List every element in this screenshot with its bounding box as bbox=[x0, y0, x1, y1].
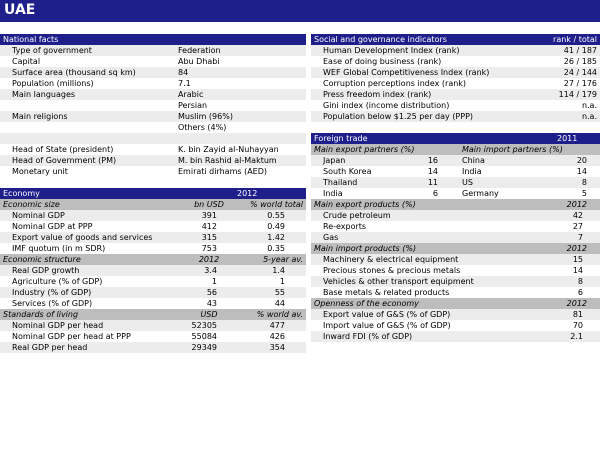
trade-subheader bbox=[311, 199, 600, 210]
row-value-1: 55084 bbox=[191, 332, 217, 341]
right-column bbox=[311, 34, 600, 342]
row-value: 27 / 176 bbox=[563, 79, 597, 88]
sub-title: Main export products (%) bbox=[314, 200, 416, 209]
spacer bbox=[311, 122, 600, 133]
table-row bbox=[311, 78, 600, 89]
table-row bbox=[311, 177, 600, 188]
row-label: Export value of goods and services bbox=[12, 233, 153, 242]
row-label: Nominal GDP at PPP bbox=[12, 222, 93, 231]
row-label: Head of Government (PM) bbox=[12, 156, 117, 165]
left-column bbox=[0, 34, 306, 353]
row-label: Import value of G&S (% of GDP) bbox=[323, 321, 451, 330]
import-partner: China bbox=[462, 156, 485, 165]
section-year: 2011 bbox=[557, 134, 578, 143]
row-value: 7.1 bbox=[178, 79, 191, 88]
row-value-2: 1.42 bbox=[267, 233, 285, 242]
row-value-2: 44 bbox=[274, 299, 285, 308]
table-row bbox=[0, 210, 306, 221]
row-label bbox=[3, 133, 178, 144]
row-value-2: 0.49 bbox=[267, 222, 285, 231]
table-row bbox=[0, 133, 306, 144]
row-value-1: 43 bbox=[206, 299, 217, 308]
section-title: Foreign trade bbox=[314, 134, 368, 143]
row-value-2: 55 bbox=[274, 288, 285, 297]
row-label: Nominal GDP bbox=[12, 211, 65, 220]
col2-label: % world total bbox=[249, 200, 303, 209]
table-row bbox=[311, 188, 600, 199]
row-value: 15 bbox=[572, 255, 583, 264]
table-row bbox=[0, 111, 306, 122]
table-row bbox=[0, 320, 306, 331]
table-row bbox=[0, 287, 306, 298]
export-share: 11 bbox=[427, 178, 438, 187]
row-value-1: 1 bbox=[211, 277, 217, 286]
import-share: 14 bbox=[576, 167, 587, 176]
table-row bbox=[0, 232, 306, 243]
row-label: WEF Global Competitiveness Index (rank) bbox=[323, 68, 490, 77]
row-label bbox=[3, 100, 178, 111]
section-title: Social and governance indicators bbox=[314, 35, 447, 44]
row-value-2: 0.35 bbox=[267, 244, 285, 253]
row-value: 8 bbox=[577, 277, 583, 286]
economy-subheader bbox=[0, 309, 306, 320]
row-label: Population (millions) bbox=[12, 79, 94, 88]
row-label: Gas bbox=[323, 233, 339, 242]
table-row bbox=[0, 155, 306, 166]
row-value: n.a. bbox=[581, 101, 597, 110]
table-row bbox=[0, 56, 306, 67]
import-share: 8 bbox=[581, 178, 587, 187]
economy-subheader bbox=[0, 254, 306, 265]
table-row bbox=[311, 287, 600, 298]
row-value: Muslim (96%) bbox=[178, 112, 233, 121]
export-partner: Japan bbox=[323, 156, 346, 165]
table-row bbox=[311, 320, 600, 331]
row-value-2: 1 bbox=[279, 277, 285, 286]
row-value: 7 bbox=[577, 233, 583, 242]
row-value: n.a. bbox=[581, 112, 597, 121]
row-value-2: 0.55 bbox=[267, 211, 285, 220]
sub-title: Economic structure bbox=[3, 255, 81, 264]
table-row bbox=[311, 254, 600, 265]
row-value: 84 bbox=[178, 68, 189, 77]
row-value: Emirati dirhams (AED) bbox=[178, 167, 268, 176]
section-title: National facts bbox=[3, 35, 59, 44]
sub-title: Openness of the economy bbox=[314, 299, 419, 308]
row-label: Surface area (thousand sq km) bbox=[12, 68, 136, 77]
trade-subheader bbox=[311, 298, 600, 309]
row-label: Export value of G&S (% of GDP) bbox=[323, 310, 451, 319]
row-label: IMF quotum (in m SDR) bbox=[12, 244, 106, 253]
row-label: Agriculture (% of GDP) bbox=[12, 277, 103, 286]
col-label: rank / total bbox=[553, 35, 597, 44]
import-partner: US bbox=[462, 178, 473, 187]
row-value: 14 bbox=[572, 266, 583, 275]
table-row bbox=[311, 232, 600, 243]
table-row bbox=[0, 45, 306, 56]
row-label: Real GDP per head bbox=[12, 343, 88, 352]
table-row bbox=[0, 276, 306, 287]
row-value-1: 3.4 bbox=[204, 266, 217, 275]
col1-label: USD bbox=[200, 310, 218, 319]
table-row bbox=[0, 243, 306, 254]
import-partners-title: Main import partners (%) bbox=[462, 145, 563, 154]
table-row bbox=[0, 265, 306, 276]
export-partner: Thailand bbox=[323, 178, 358, 187]
col1-label: 2012 bbox=[198, 255, 220, 264]
row-label: Capital bbox=[12, 57, 41, 66]
row-label: Re-exports bbox=[323, 222, 367, 231]
row-value-2: 1.4 bbox=[272, 266, 285, 275]
table-row bbox=[311, 276, 600, 287]
table-row bbox=[311, 45, 600, 56]
row-value: Persian bbox=[178, 101, 208, 110]
row-value: K. bin Zayid al-Nuhayyan bbox=[178, 145, 279, 154]
export-partner: South Korea bbox=[323, 167, 372, 176]
col2-label: 5-year av. bbox=[263, 255, 303, 264]
row-value: 81 bbox=[572, 310, 583, 319]
row-value-2: 426 bbox=[269, 332, 285, 341]
col-label: 2012 bbox=[566, 299, 587, 308]
row-label: Main languages bbox=[12, 90, 76, 99]
table-row bbox=[0, 166, 306, 177]
row-value: Federation bbox=[178, 46, 221, 55]
row-label: Industry (% of GDP) bbox=[12, 288, 92, 297]
national-facts-header bbox=[0, 34, 306, 45]
row-label bbox=[3, 122, 178, 133]
row-label: Vehicles & other transport equipment bbox=[323, 277, 474, 286]
row-label: Type of government bbox=[12, 46, 92, 55]
row-value: 2.1 bbox=[570, 332, 583, 341]
page-title: UAE bbox=[0, 0, 600, 22]
table-row bbox=[0, 342, 306, 353]
table-row bbox=[311, 155, 600, 166]
table-row bbox=[311, 210, 600, 221]
col-label: 2012 bbox=[566, 244, 587, 253]
row-label: Services (% of GDP) bbox=[12, 299, 93, 308]
row-value-2: 354 bbox=[269, 343, 285, 352]
row-value-1: 29349 bbox=[191, 343, 217, 352]
table-row bbox=[0, 144, 306, 155]
row-label: Inward FDI (% of GDP) bbox=[323, 332, 413, 341]
row-label: Press freedom index (rank) bbox=[323, 90, 432, 99]
sub-title: Standards of living bbox=[3, 310, 79, 319]
row-value-2: 477 bbox=[269, 321, 285, 330]
export-partners-title: Main export partners (%) bbox=[314, 145, 415, 154]
row-value: 42 bbox=[572, 211, 583, 220]
table-row bbox=[0, 331, 306, 342]
row-value-1: 391 bbox=[201, 211, 217, 220]
col-label: 2012 bbox=[566, 200, 587, 209]
col1-label: bn USD bbox=[194, 200, 224, 209]
table-row bbox=[311, 309, 600, 320]
import-partner: India bbox=[462, 167, 482, 176]
table-row bbox=[311, 265, 600, 276]
social-header bbox=[311, 34, 600, 45]
table-row bbox=[311, 100, 600, 111]
row-label: Corruption perceptions index (rank) bbox=[323, 79, 467, 88]
row-label: Machinery & electrical equipment bbox=[323, 255, 459, 264]
row-label: Main religions bbox=[12, 112, 68, 121]
export-share: 6 bbox=[432, 189, 438, 198]
row-label: Nominal GDP per head bbox=[12, 321, 104, 330]
row-value-1: 412 bbox=[201, 222, 217, 231]
section-year: 2012 bbox=[237, 189, 258, 198]
row-value-1: 56 bbox=[206, 288, 217, 297]
partners-subheader bbox=[311, 144, 600, 155]
trade-header bbox=[311, 133, 600, 144]
row-label: Crude petroleum bbox=[323, 211, 391, 220]
sub-title: Main import products (%) bbox=[314, 244, 417, 253]
table-row bbox=[311, 166, 600, 177]
row-label: Population below $1.25 per day (PPP) bbox=[323, 112, 474, 121]
row-label: Monetary unit bbox=[12, 167, 68, 176]
row-value: M. bin Rashid al-Maktum bbox=[178, 156, 277, 165]
table-row bbox=[0, 122, 306, 133]
row-value: 24 / 144 bbox=[563, 68, 597, 77]
economy-subheader bbox=[0, 199, 306, 210]
table-row bbox=[0, 67, 306, 78]
import-share: 5 bbox=[581, 189, 587, 198]
table-row bbox=[311, 111, 600, 122]
row-value-1: 52305 bbox=[191, 321, 217, 330]
table-row bbox=[311, 89, 600, 100]
row-value: 70 bbox=[572, 321, 583, 330]
col2-label: % world av. bbox=[256, 310, 303, 319]
row-value: 27 bbox=[572, 222, 583, 231]
import-share: 20 bbox=[576, 156, 587, 165]
table-row bbox=[0, 89, 306, 100]
sub-title: Economic size bbox=[3, 200, 60, 209]
row-label: Precious stones & precious metals bbox=[323, 266, 461, 275]
row-label: Human Development Index (rank) bbox=[323, 46, 460, 55]
export-share: 16 bbox=[427, 156, 438, 165]
table-row bbox=[311, 331, 600, 342]
economy-header bbox=[0, 188, 306, 199]
import-partner: Germany bbox=[462, 189, 499, 198]
table-row bbox=[311, 221, 600, 232]
row-value bbox=[178, 133, 303, 144]
section-title: Economy bbox=[3, 189, 40, 198]
row-label: Real GDP growth bbox=[12, 266, 80, 275]
row-label: Nominal GDP per head at PPP bbox=[12, 332, 131, 341]
row-value: Arabic bbox=[178, 90, 204, 99]
row-label: Base metals & related products bbox=[323, 288, 450, 297]
trade-subheader bbox=[311, 243, 600, 254]
spacer bbox=[0, 177, 306, 188]
row-label: Head of State (president) bbox=[12, 145, 114, 154]
table-row bbox=[0, 100, 306, 111]
export-partner: India bbox=[323, 189, 343, 198]
row-value: Abu Dhabi bbox=[178, 57, 220, 66]
table-row bbox=[0, 298, 306, 309]
row-value: 6 bbox=[577, 288, 583, 297]
row-value-1: 315 bbox=[201, 233, 217, 242]
table-row bbox=[311, 56, 600, 67]
row-value-1: 753 bbox=[201, 244, 217, 253]
row-value: 41 / 187 bbox=[563, 46, 597, 55]
row-label: Ease of doing business (rank) bbox=[323, 57, 442, 66]
row-value: 26 / 185 bbox=[563, 57, 597, 66]
row-label: Gini index (income distribution) bbox=[323, 101, 450, 110]
table-row bbox=[0, 221, 306, 232]
row-value: 114 / 179 bbox=[558, 90, 597, 99]
row-value: Others (4%) bbox=[178, 123, 227, 132]
table-row bbox=[0, 78, 306, 89]
export-share: 14 bbox=[427, 167, 438, 176]
table-row bbox=[311, 67, 600, 78]
